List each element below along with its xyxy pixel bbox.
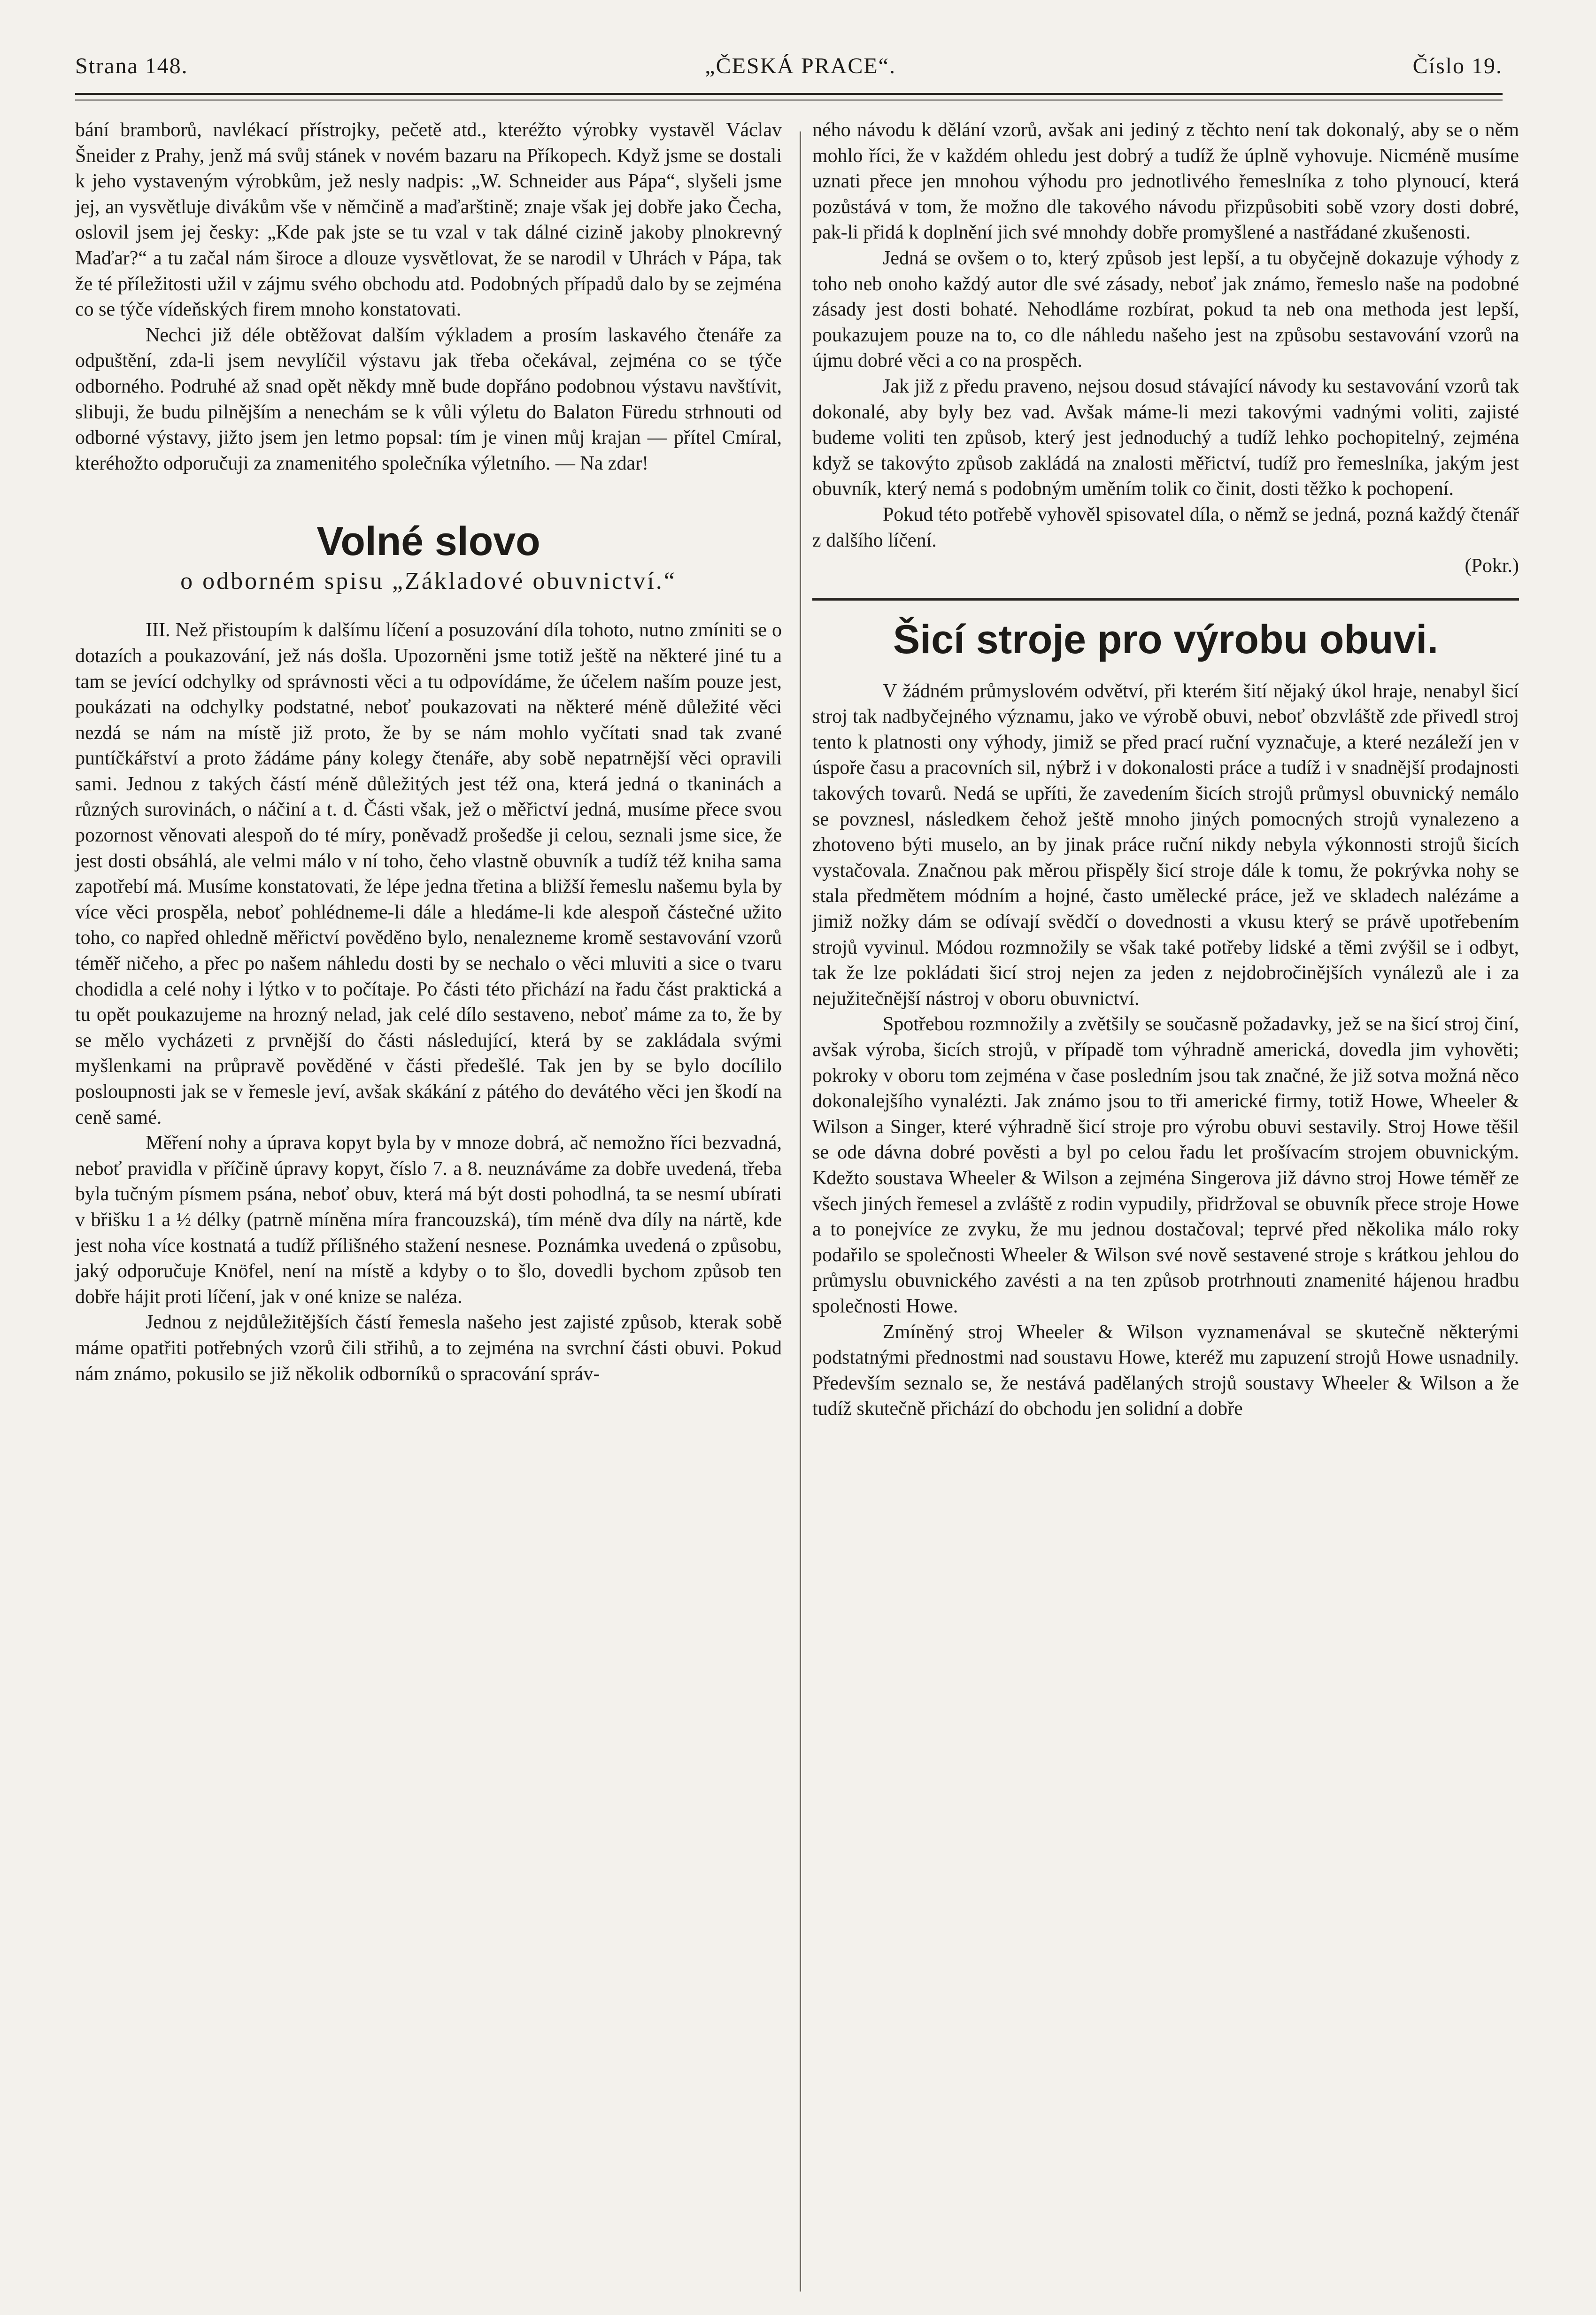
journal-title: „ČESKÁ PRACE“.: [705, 53, 896, 78]
article-separator: [812, 598, 1519, 601]
paragraph: V žádném průmyslovém odvětví, při kterém šití nějaký úkol hraje, nenabyl šicí stroj tak nadbyčejného významu, jako ve výrobě obuvi, neboť obzvláště zde přivedl stroj tento k platnosti ony výhody, jimiž se před prací ruční vyznačuje, a které nezáleží jen v úspoře času a pracovních sil, nýbrž i v dokonalosti práce a tudíž i v snadnější prodajnosti takových tovarů. Nedá se upříti, že zavedením šicích strojů průmysl obuvnický nemálo se povznesl, následkem čehož ještě mnoho jiných pomocných strojů vynalezeno a zhotoveno býti muselo, an by jinak práce ruční nikdy nebyla výkonnosti strojů šicích vystačovala. Značnou pak měrou přispěly šicí stroje dále k tomu, že pokrývka nohy se stala předmětem módním a hojné, často umělecké práce, jež ve skladech nalézáme a jimiž nožky dám se odívají svědčí o dovednosti a vkusu který se právě upotřebením strojů vyvinul. Módou rozmnožily se však také potřeby lidské a těmi zvýšil se i odbyt, tak že lze pokládati šicí stroj nejen za jeden z nejdobročinějších vynálezů ale i za nejužitečnější nástroj v oboru obuvnictví.: [812, 680, 1519, 1010]
paragraph: Měření nohy a úprava kopyt byla by v mnoze dobrá, ač nemožno říci bezvadná, neboť pravidla v příčině úpravy kopyt, číslo 7. a 8. neuznáváme za dobře uvedená, třeba byla tučným písmem psána, neboť obuv, která má být dosti pohodlná, ta se nesmí ubírati v břišku 1 a ½ délky (patrně míněna míra francouzská), tím méně dva díly na nártě, kde jest noha více kostnatá a tudíž přílišného stažení nesnese. Poznámka uvedená o způsobu, jaký odporučuje Knöfel, není na místě a kdyby o to šlo, dovedli bychom způsob ten dobře hájit proti líčení, jak v oné knize se naléza.: [75, 1132, 782, 1308]
continued-note: (Pokr.): [1465, 555, 1519, 577]
paragraph: ného návodu k dělání vzorů, avšak ani jediný z těchto není tak dokonalý, aby se o něm mohlo říci, že v každém ohledu jest dobrý a tudíž že úplně vyhovuje. Nicméně musíme uznati přece jen mnohou výhodu pro jednotlivého řemeslníka z toho plynoucí, která pozůstává v tom, že možno dle takového návodu přizpůsobiti sobě vzory dosti dobré, pak-li přidá k doplnění jich své mnohdy dobře promyšlené a nastřádané zkušenosti.: [812, 119, 1519, 244]
paragraph: Zmíněný stroj Wheeler & Wilson vyznamenával se skutečně některými podstatnými přednostmi nad soustavu Howe, kteréž mu zapuzení strojů Howe usnadnily. Především seznalo se, že nestává padělaných strojů soustavy Wheeler & Wilson a že tudíž skutečně přichází do obchodu jen solidní a dobře: [812, 1321, 1519, 1420]
article-subtitle: o odborném spisu „Základové obuvnictví.“: [180, 568, 677, 595]
right-column: [812, 117, 1519, 1422]
paragraph: Jak již z předu praveno, nejsou dosud stávající návody ku sestavování vzorů tak dokonalé, aby byly bez vad. Avšak máme-li mezi takovými vadnými voliti, zajisté budeme voliti ten způsob, který jest jednoduchý a tudíž lehko pochopitelný, zejména když se takovýto způsob zakládá na znalosti měřictví, tudíž pro řemeslníka, jakým jest obuvník, který nemá s podobným uměním tolik co činit, dosti těžko k pochopení.: [812, 375, 1519, 500]
article-title-sici-stroje: Šicí stroje pro výrobu obuvi.: [893, 617, 1439, 662]
paragraph: bání bramborů, navlékací přístrojky, pečetě atd., kteréžto výrobky vystavěl Václav Šneider z Prahy, jenž má svůj stánek v novém bazaru na Příkopech. Když jsme se dostali k jeho vystaveným výrobkům, jež nesly nadpis: „W. Schneider aus Pápa“, slyšeli jsme jej, an vysvětluje divákům vše v němčině a maďarštině; znaje však jej dobře jako Čecha, oslovil jsem jej česky: „Kde pak jste se tu vzal v tak dálné cizině jakoby plnokrevný Maďar?“ a tu začal nám široce a dlouze vysvětlovat, že se narodil v Uhrách v Pápa, tak že té příležitosti užil v zájmu svého obchodu atd. Podobných případů dalo by se zejména co se týče vídeňských firem mnoho konstatovati.: [75, 119, 782, 321]
column-divider: [800, 131, 801, 2292]
page-number: Strana 148.: [75, 53, 188, 78]
page-header: [75, 45, 1503, 87]
paragraph: Spotřebou rozmnožily a zvětšily se současně požadavky, jež se na šicí stroj činí, avšak výroba, šicích strojů, v případě tom výhradně americká, dovedla jim vyhověti; pokroky v oboru tom zejména v čase posledním jsou tak značné, že již sotva možná něco dokonalejšího vynalézti. Jak známo jsou to tři americké firmy, totiž Howe, Wheeler & Wilson a Singer, které výhradně šicí stroje pro výrobu obuvi sestavily. Stroj Howe těšil se ode dávna dobré pověsti a byl po celou řadu let prošívacím strojem obuvnickým. Kdežto soustava Wheeler & Wilson a zejména Singerova již dávno stroj Howe téměř ze všech jiných řemesel a zvláště z rodin vypudily, přidržoval se obuvník přece stroje Howe a to ponejvíce ze zvyku, že mu jednou dostačoval; teprvé před několika málo roky podařilo se společnosti Wheeler & Wilson své nově sestavené stroje s krátkou jehlou do průmyslu obuvnického zavésti a na ten způsob protrhnouti znamenité hájenou hradbu společnosti Howe.: [812, 1013, 1519, 1317]
paragraph: Nechci již déle obtěžovat dalším výkladem a prosím laskavého čtenáře za odpuštění, zda-li jsem nevylíčil výstavu jak třeba očekával, zejména co se týče odborného. Podruhé až snad opět někdy mně bude dopřáno podobnou výstavu navštívit, slibuji, že budu pilnějším a nenechám se k vůli výletu do Balaton Füredu strhnouti od odborné výstavy, jižto jsem jen letmo popsal: tím je vinen můj krajan — přítel Cmíral, kteréhožto odporučuji za znamenitého společníka výletního. — Na zdar!: [75, 324, 782, 474]
left-column: [75, 117, 782, 1387]
article-title-volne-slovo: Volné slovo: [316, 519, 540, 564]
paragraph: Jednou z nejdůležitějších částí řemesla našeho jest zajisté způsob, kterak sobě máme opatřiti potřebných vzorů čili střihů, a to zejména na svrchní části obuvi. Pokud nám známo, pokusilo se již několik odborníků o spracování správ-: [75, 1312, 782, 1385]
issue-number: Číslo 19.: [1412, 53, 1503, 78]
header-rule-thick: [75, 93, 1503, 95]
paragraph: III. Než přistoupím k dalšímu líčení a posuzování díla tohoto, nutno zmíniti se o dotazích a poukazování, jež nás došla. Upozorněni jsme totiž ještě na některé jiné tu a tam se jevící odchylky od správnosti věci a tu odpovídáme, že účelem naším pouze jest, poukázati na odchylky podstatné, neboť poukazovati na některé méně důležité věci nezdá se nám na místě již proto, že by se nám mohlo vyčítati snad tak zvané puntíčkářství a proto žádáme pány kolegy čtenáře, aby sobě nepatrnější věci opravili sami. Jednou z takých částí méně důležitých jest též ona, která jedná o tkaninách a různých surovinách, o náčiní a t. d. Části však, jež o měřictví jedná, musíme přece svou pozornost věnovati alespoň do té míry, poněvadž prošedše ji celou, seznali jsme sice, že jest dosti obsáhlá, ale velmi málo v ní toho, čeho vlastně obuvník a tudíž též kniha sama zapotřebí má. Musíme konstatovati, že lépe jedna třetina a bližší řemeslu našemu byla by více věci prospěla, neboť pohlédneme-li dále a hledáme-li kde alespoň částečné užito toho, co napřed ohledně měřictví pověděno bylo, nenalezneme kromě sestavování vzorů téměř ničeho, a přec po našem náhledu dosti by se nechalo o věci mluviti a sice o tvaru chodidla a celé nohy i lýtko v to počítaje. Po části této přichází na řadu část praktická a tu opět poukazujeme na hrozný nelad, jak celé dílo sestaveno, neboť máme za to, že by se mělo vycházeti z prvnější do části následující, která by se zakládala svými myšlenkami na průpravě pověděné v části předešlé. Tak jen by se bylo docílilo posloupnosti jak se v řemesle jeví, avšak skákání z pátého do devátého věci jen škodí na ceně samé.: [75, 619, 782, 1128]
paragraph: Pokud této potřebě vyhověl spisovatel díla, o němž se jedná, pozná každý čtenář z dalšího líčení.: [812, 503, 1519, 551]
paragraph: Jedná se ovšem o to, který způsob jest lepší, a tu obyčejně dokazuje výhody z toho neb onoho každý autor dle své zásady, neboť jak známo, řemeslo naše na podobné zásady jest dosti bohaté. Nehodláme rozbírat, pokud ta neb ona methoda jest lepší, poukazujem pouze na to, co dle náhledu našeho jest na způsobu sestavování vzorů na újmu dobré věci a co na prospěch.: [812, 247, 1519, 372]
